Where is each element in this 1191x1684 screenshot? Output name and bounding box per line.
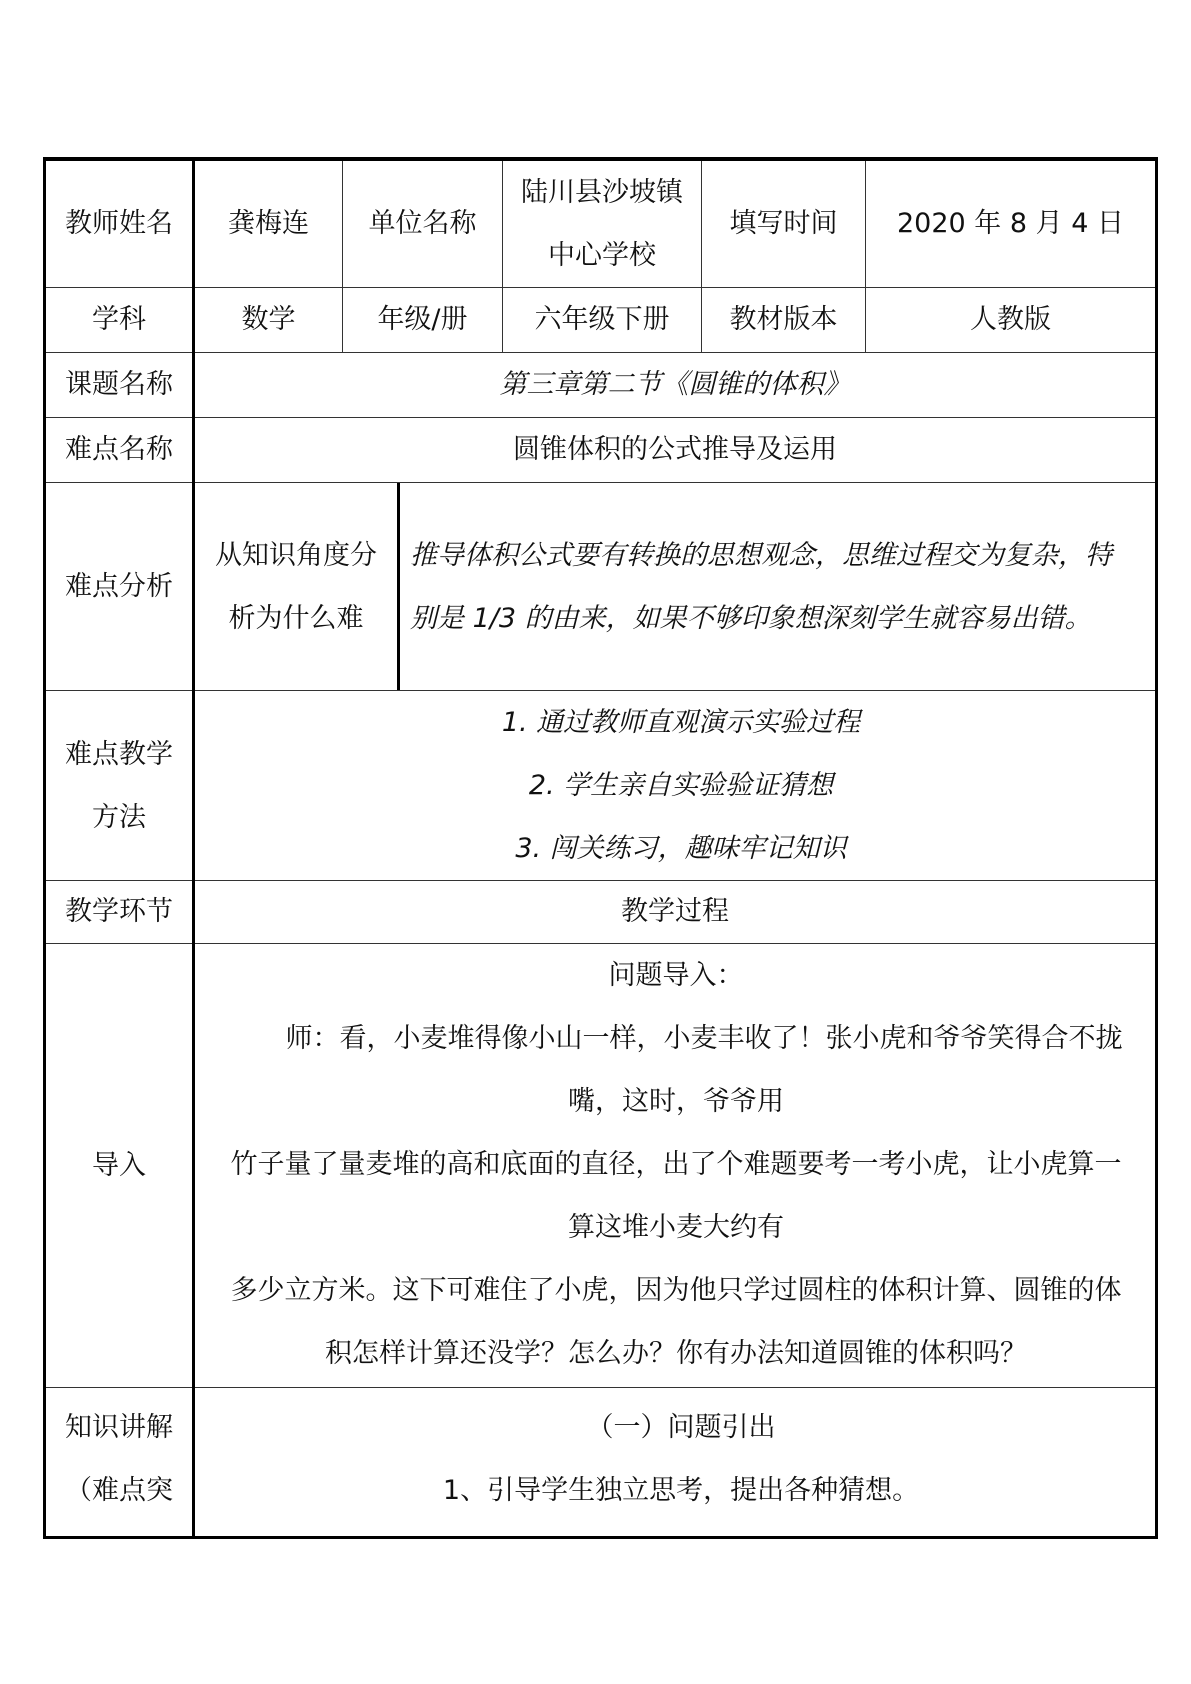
analysis-subheading-line1: 从知识角度分 xyxy=(215,539,377,571)
table-row-analysis xyxy=(45,483,1157,691)
analysis-text xyxy=(400,483,1155,690)
teacher-name-label: 教师姓名 xyxy=(45,159,194,288)
table-row-difficulty xyxy=(45,418,1157,483)
date-value: 2020 年 8 月 4 日 xyxy=(866,159,1157,288)
process-stage-label: 教学环节 xyxy=(45,881,194,944)
topic-value: 第三章第二节《圆锥的体积》 xyxy=(194,353,1157,418)
process-heading: 教学过程 xyxy=(194,881,1157,944)
knowledge-label-line2: （难点突 xyxy=(65,1475,173,1506)
methods-list xyxy=(194,691,1157,881)
table-row-knowledge xyxy=(45,1388,1157,1538)
methods-label-line2: 方法 xyxy=(92,801,146,833)
unit-name-line1: 陆川县沙坡镇 xyxy=(521,177,683,208)
analysis-subheading-line2: 析为什么难 xyxy=(228,602,364,634)
table-row-process-header xyxy=(45,881,1157,944)
unit-name-label: 单位名称 xyxy=(343,159,503,288)
knowledge-label-line1: 知识讲解 xyxy=(65,1412,173,1443)
methods-item-3: 3. 闯关练习，趣味牢记知识 xyxy=(515,833,847,864)
knowledge-label xyxy=(45,1388,194,1538)
analysis-label: 难点分析 xyxy=(45,483,194,691)
table-row-header xyxy=(45,159,1157,288)
knowledge-line-1: （一）问题引出 xyxy=(586,1412,776,1443)
methods-item-1: 1. 通过教师直观演示实验过程 xyxy=(501,707,861,738)
difficulty-label: 难点名称 xyxy=(45,418,194,483)
knowledge-line-2: 1、引导学生独立思考，提出各种猜想。 xyxy=(442,1475,920,1506)
teacher-name-value: 龚梅连 xyxy=(194,159,343,288)
analysis-content xyxy=(194,483,1157,691)
unit-name-line2: 中心学校 xyxy=(548,240,656,271)
intro-line-1: 问题导入： xyxy=(608,960,744,991)
table-row-intro xyxy=(45,944,1157,1388)
knowledge-content xyxy=(194,1388,1157,1538)
table-row-methods xyxy=(45,691,1157,881)
intro-line-5: 算这堆小麦大约有 xyxy=(568,1212,784,1243)
unit-name-value xyxy=(503,159,702,288)
analysis-subheading xyxy=(195,483,400,690)
intro-content xyxy=(194,944,1157,1388)
topic-label: 课题名称 xyxy=(45,353,194,418)
table-row-subject xyxy=(45,288,1157,353)
intro-line-3: 嘴，这时，爷爷用 xyxy=(568,1086,784,1117)
grade-value: 六年级下册 xyxy=(503,288,702,353)
edition-value: 人教版 xyxy=(866,288,1157,353)
subject-label: 学科 xyxy=(45,288,194,353)
analysis-text-line2: 别是 1/3 的由来，如果不够印象想深刻学生就容易出错。 xyxy=(410,602,1092,634)
intro-line-7: 积怎样计算还没学？怎么办？你有办法知道圆锥的体积吗？ xyxy=(325,1338,1027,1369)
lesson-plan-table xyxy=(43,157,1158,1539)
methods-label-line1: 难点教学 xyxy=(65,738,173,770)
edition-label: 教材版本 xyxy=(702,288,866,353)
intro-line-2: 师：看，小麦堆得像小山一样，小麦丰收了！张小虎和爷爷笑得合不拢 xyxy=(285,1023,1123,1054)
intro-label: 导入 xyxy=(45,944,194,1388)
intro-line-6: 多少立方米。这下可难住了小虎，因为他只学过圆柱的体积计算、圆锥的体 xyxy=(230,1275,1122,1306)
analysis-text-line1: 推导体积公式要有转换的思想观念，思维过程交为复杂，特 xyxy=(410,539,1112,571)
grade-label: 年级/册 xyxy=(343,288,503,353)
table-row-topic xyxy=(45,353,1157,418)
methods-item-2: 2. 学生亲自实验验证猜想 xyxy=(528,770,834,801)
intro-line-4: 竹子量了量麦堆的高和底面的直径，出了个难题要考一考小虎，让小虎算一 xyxy=(230,1149,1122,1180)
difficulty-value: 圆锥体积的公式推导及运用 xyxy=(194,418,1157,483)
date-label: 填写时间 xyxy=(702,159,866,288)
methods-label xyxy=(45,691,194,881)
subject-value: 数学 xyxy=(194,288,343,353)
